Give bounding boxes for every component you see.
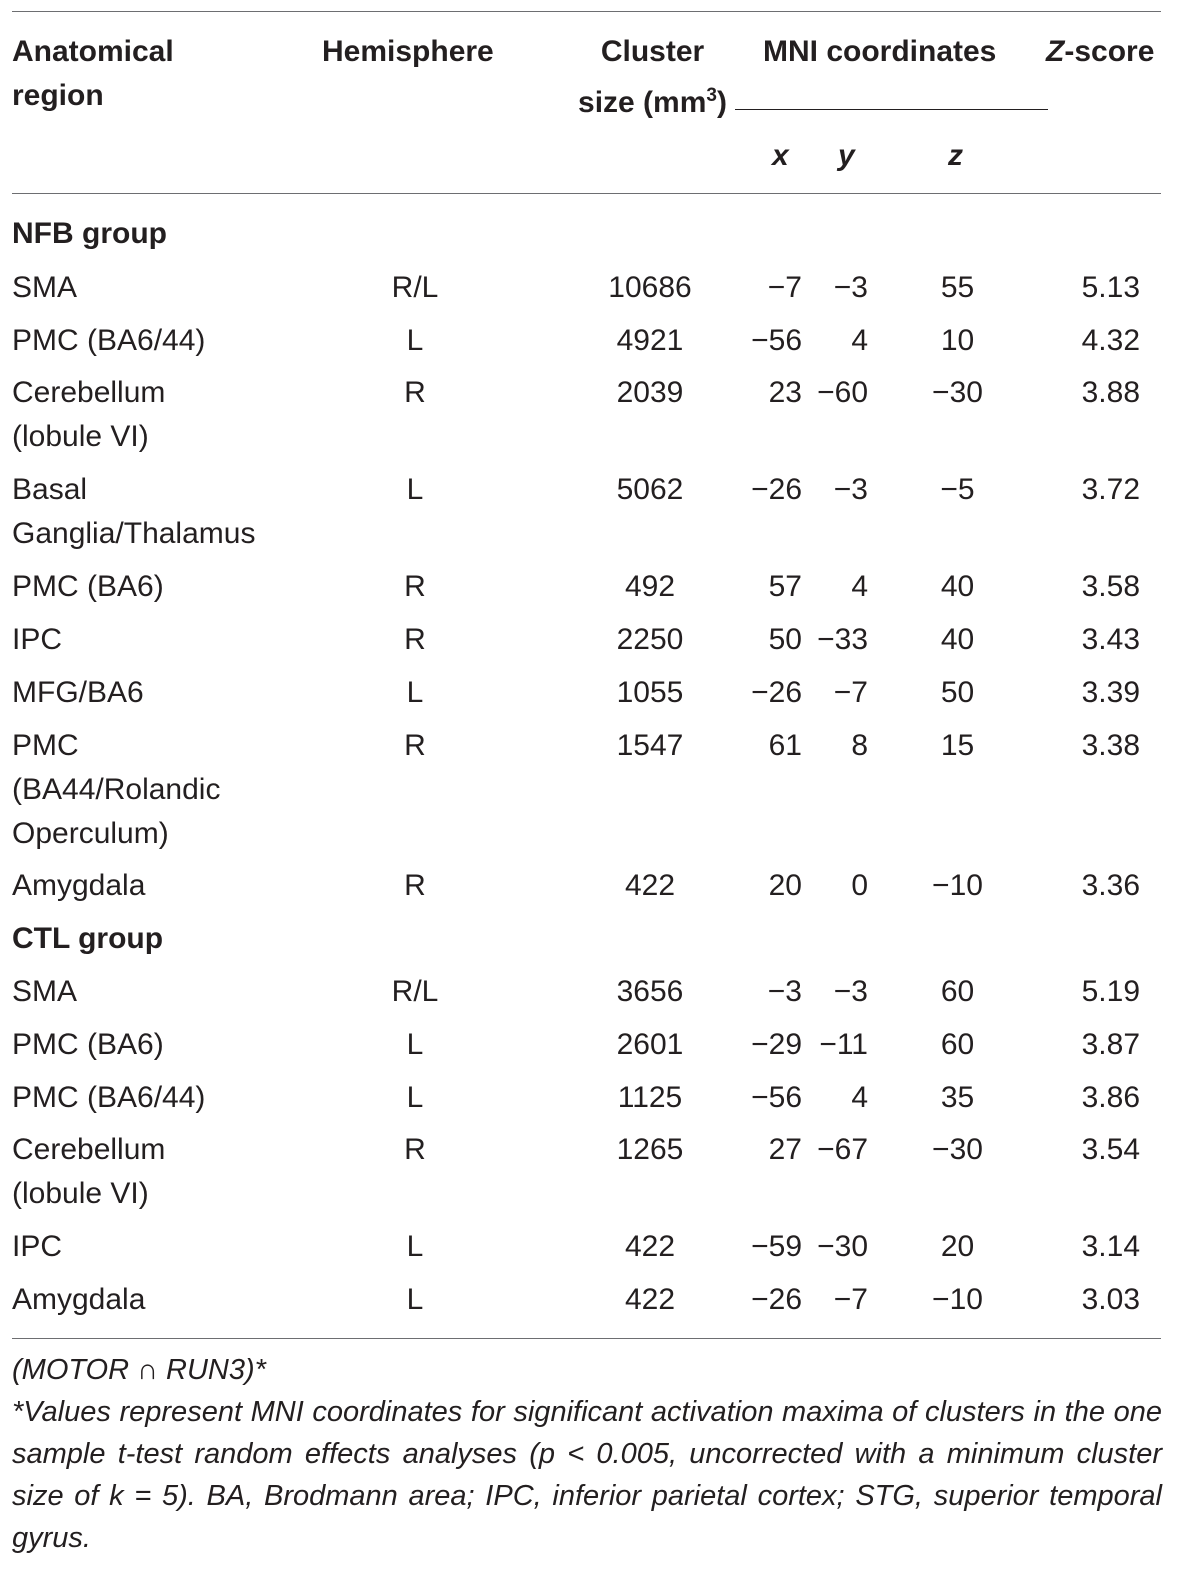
size-cell: 1547 [616,729,684,762]
region-cell: Basal Ganglia/Thalamus [12,473,256,550]
header-z-label: z [948,139,963,172]
header-hemisphere-label: Hemisphere [322,35,494,68]
size-cell: 422 [624,869,676,902]
y-cell: −7 [833,676,868,709]
header-hemisphere [322,30,494,74]
y-cell: −3 [833,473,868,506]
region-cell: Cerebellum (lobule VI) [12,376,166,453]
size-cell: 1265 [616,1133,684,1166]
header-mni [763,30,996,74]
region-cell: PMC (BA44/Rolandic Operculum) [12,729,221,850]
y-cell: 4 [851,570,868,603]
z-cell: 50 [940,676,975,709]
size-cell: 1125 [617,1081,683,1114]
size-cell: 2601 [616,1028,684,1061]
header-size-line1: Cluster [600,35,705,68]
region-cell: SMA [12,975,78,1008]
header-region [12,30,174,118]
header-x [772,136,789,176]
z-cell: 40 [940,570,975,603]
hemisphere-cell: L [406,324,424,357]
bottom-rule [12,1338,1161,1339]
x-cell: −56 [751,1081,802,1114]
hemisphere-cell: R [404,729,426,762]
y-cell: 8 [851,729,868,762]
zscore-cell: 3.86 [1081,1081,1140,1114]
x-cell: 23 [768,376,802,409]
group-title-ctl: CTL group [12,922,164,955]
header-y [838,136,855,176]
header-size-line2 [560,74,745,125]
region-cell: IPC [12,1230,63,1263]
x-cell: −3 [767,975,802,1008]
y-cell: −33 [817,623,868,656]
region-cell: PMC (BA6/44) [12,1081,206,1114]
z-cell: 10 [940,324,975,357]
y-cell: −11 [819,1028,868,1061]
header-region-line2: region [12,79,104,112]
x-cell: 61 [768,729,802,762]
zscore-cell: 5.19 [1081,975,1140,1008]
header-zscore-rest: -score [1064,35,1155,68]
size-cell: 5062 [616,473,684,506]
header-zscore [1046,30,1154,74]
region-cell: IPC [12,623,63,656]
zscore-cell: 3.87 [1081,1028,1140,1061]
zscore-cell: 3.39 [1081,676,1140,709]
header-y-label: y [838,139,855,172]
x-cell: −59 [751,1230,802,1263]
header-size-text: size (mm [578,86,707,119]
y-cell: −60 [817,376,868,409]
hemisphere-cell: R/L [391,271,439,304]
header-rule [12,193,1161,194]
size-cell: 4921 [616,324,684,357]
hemisphere-cell: L [406,676,424,709]
region-cell: SMA [12,271,78,304]
header-mni-label: MNI coordinates [763,35,997,68]
y-cell: −3 [833,271,868,304]
zscore-cell: 3.54 [1081,1133,1140,1166]
hemisphere-cell: R/L [391,975,439,1008]
y-cell: 0 [851,869,868,902]
y-cell: −7 [833,1283,868,1316]
x-cell: −7 [767,271,802,304]
z-cell: 20 [940,1230,975,1263]
region-cell: Cerebellum (lobule VI) [12,1133,166,1210]
size-cell: 422 [624,1230,676,1263]
x-cell: −29 [751,1028,802,1061]
y-cell: 4 [851,1081,868,1114]
hemisphere-cell: R [404,869,426,902]
hemisphere-cell: L [406,1230,424,1263]
size-cell: 3656 [616,975,684,1008]
z-cell: 35 [940,1081,975,1114]
region-cell: PMC (BA6) [12,1028,164,1061]
zscore-cell: 3.58 [1081,570,1140,603]
header-zscore-z: Z [1046,35,1065,68]
z-cell: −10 [932,869,983,902]
mni-underline [735,109,1048,110]
size-cell: 2039 [616,376,684,409]
y-cell: −67 [817,1133,868,1166]
x-cell: 50 [768,623,802,656]
z-cell: −5 [940,473,975,506]
x-cell: 57 [768,570,802,603]
header-z [948,136,963,176]
size-cell: 10686 [608,271,692,304]
header-size-sup: 3 [706,85,717,106]
header-region-line1: Anatomical [12,35,174,68]
x-cell: −56 [751,324,802,357]
size-cell: 492 [624,570,676,603]
hemisphere-cell: R [404,1133,426,1166]
hemisphere-cell: L [406,1028,424,1061]
y-cell: −30 [817,1230,868,1263]
group-title-nfb: NFB group [12,217,167,250]
y-cell: −3 [833,975,868,1008]
z-cell: −30 [932,1133,983,1166]
hemisphere-cell: R [404,570,426,603]
size-cell: 422 [624,1283,676,1316]
region-cell: MFG/BA6 [12,676,144,709]
header-cluster-size [560,30,745,125]
region-cell: PMC (BA6/44) [12,324,206,357]
hemisphere-cell: L [406,473,424,506]
z-cell: 40 [940,623,975,656]
zscore-cell: 3.38 [1081,729,1140,762]
y-cell: 4 [851,324,868,357]
footnote-contrast: (MOTOR ∩ RUN3)* [12,1354,266,1386]
x-cell: −26 [751,676,802,709]
zscore-cell: 3.43 [1081,623,1140,656]
x-cell: 20 [768,869,802,902]
region-cell: PMC (BA6) [12,570,164,603]
hemisphere-cell: L [406,1081,424,1114]
zscore-cell: 5.13 [1081,271,1140,304]
region-cell: Amygdala [12,1283,146,1316]
x-cell: −26 [751,1283,802,1316]
z-cell: −10 [932,1283,983,1316]
hemisphere-cell: R [404,376,426,409]
x-cell: 27 [768,1133,802,1166]
header-size-close: ) [716,86,727,119]
zscore-cell: 3.03 [1081,1283,1140,1316]
zscore-cell: 3.14 [1081,1230,1140,1263]
size-cell: 2250 [616,623,684,656]
zscore-cell: 3.72 [1081,473,1140,506]
footnote-text: *Values represent MNI coordinates for significant activation maxima of clusters in the one sample t-test random effects analyses (p < 0.005, uncorrected with a minimum cluster size of k = 5). BA, Brodmann area; IPC, inferior parietal cortex; STG, superior temporal gyrus. [12,1396,1162,1554]
z-cell: 60 [940,1028,975,1061]
x-cell: −26 [751,473,802,506]
region-cell: Amygdala [12,869,146,902]
zscore-cell: 3.36 [1081,869,1140,902]
top-rule [12,11,1161,12]
z-cell: 55 [940,271,975,304]
z-cell: 15 [940,729,975,762]
hemisphere-cell: R [404,623,426,656]
zscore-cell: 4.32 [1081,324,1140,357]
hemisphere-cell: L [406,1283,424,1316]
z-cell: 60 [940,975,975,1008]
size-cell: 1055 [616,676,684,709]
z-cell: −30 [932,376,983,409]
zscore-cell: 3.88 [1081,376,1140,409]
header-x-label: x [772,139,789,172]
